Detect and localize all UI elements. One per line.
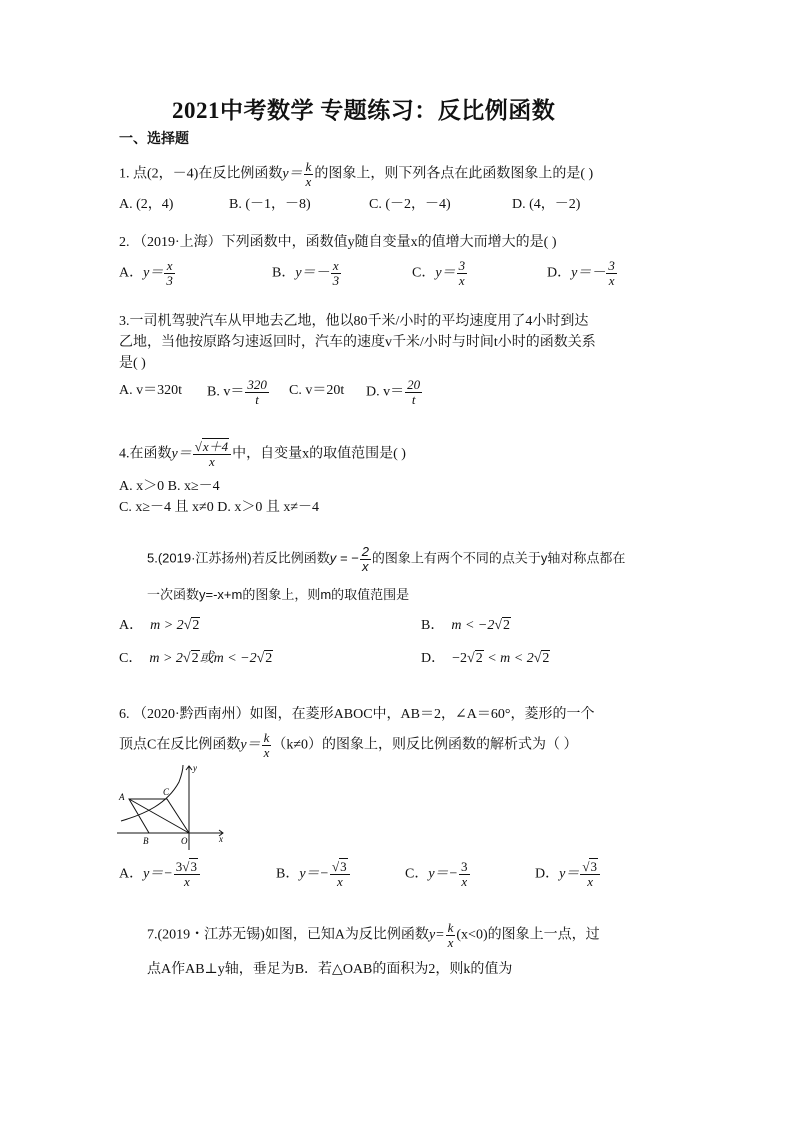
answer-option-c[interactable] (412, 259, 468, 287)
inequality: 或m < −2 (199, 651, 257, 666)
formula-lhs: y＝ (282, 166, 303, 182)
fraction (193, 440, 231, 468)
fraction-numerator: k (447, 920, 454, 935)
question-text: (x<0)的图象上一点，过 (456, 927, 600, 943)
formula-lhs: y＝－ (571, 265, 606, 281)
fraction-numerator: 2 (361, 544, 369, 559)
question-text: （k≠0）的图象上，则反比例函数的解析式为（ ） (272, 737, 578, 753)
question-6-stem (119, 707, 594, 724)
answer-option-d[interactable] (547, 259, 618, 287)
answer-option-c[interactable]: C. v＝20t (289, 383, 345, 398)
option-label: D． (421, 651, 446, 666)
question-1-stem (119, 160, 593, 188)
question-number: 3. (119, 314, 130, 329)
coefficient: 3 (175, 859, 183, 874)
radicand: 2 (503, 618, 511, 633)
answer-option-c[interactable]: C. (－2，－4) (369, 197, 451, 212)
fraction-denominator: x (608, 272, 615, 288)
option-label: C． (119, 651, 143, 666)
radicand: 3 (590, 859, 597, 874)
fraction (330, 860, 350, 888)
question-text: 的图象上有两个不同的点关于y轴对称点都在 (371, 550, 626, 566)
fraction (580, 860, 600, 888)
fraction-numerator: 20 (407, 377, 421, 392)
fraction (331, 259, 342, 287)
answer-option-b[interactable]: B． m < −2√2 (421, 618, 511, 633)
formula-lhs: y= (428, 927, 445, 943)
option-label: A． (119, 265, 144, 281)
question-5-stem (147, 545, 625, 573)
question-number: 5. (147, 550, 158, 566)
question-number: 6. (119, 707, 130, 722)
question-text: 是( ) (119, 356, 146, 371)
fraction-numerator: √x＋4 (193, 440, 231, 455)
fraction-denominator: 3 (166, 272, 173, 288)
radicand: 2 (265, 651, 273, 666)
fraction-denominator: x (336, 873, 343, 889)
question-number: 2. (119, 235, 130, 250)
radicand: 2 (191, 651, 199, 666)
option-label: B． (276, 866, 300, 882)
label-a: A (119, 792, 125, 802)
fraction (606, 259, 617, 287)
option-label: D. v＝ (366, 384, 405, 400)
fraction-denominator: x (209, 453, 215, 469)
answer-option-a[interactable]: A. v＝320t (119, 383, 182, 398)
inequality: m > 2 (149, 651, 183, 666)
fraction-numerator: √3 (330, 860, 350, 875)
fraction-denominator: x (362, 558, 369, 574)
answer-option-d[interactable] (535, 860, 601, 888)
radicand: 2 (542, 651, 550, 666)
question-text: （2020·黔西南州）如图，在菱形ABOC中，AB＝2，∠A＝60°，菱形的一个 (133, 707, 595, 722)
label-b: B (143, 836, 149, 846)
radicand: 2 (475, 651, 483, 666)
formula-lhs: y＝ (435, 265, 456, 281)
option-label: D． (547, 265, 572, 281)
question-number: 7. (147, 927, 158, 943)
question-text: 一次函数y=-x+m的图象上，则m的取值范围是 (147, 587, 410, 602)
formula-lhs: y＝− (428, 866, 459, 882)
answer-option-b[interactable] (207, 378, 270, 406)
label-x: x (219, 834, 223, 844)
fraction (405, 378, 422, 406)
question-number: 1. (119, 166, 130, 182)
question-text (119, 731, 578, 759)
answer-option-d[interactable] (366, 378, 423, 406)
formula-lhs: y＝ (559, 866, 580, 882)
fraction (164, 259, 175, 287)
fraction-denominator: x (587, 873, 594, 889)
radicand: 2 (192, 618, 200, 633)
fraction-denominator: 3 (332, 272, 340, 288)
answer-option-a[interactable]: A． m > 2√2 (119, 618, 200, 633)
radicand: 3 (190, 859, 197, 874)
label-c: C (163, 787, 170, 797)
label-o: O (181, 836, 188, 846)
inequality: −2 (452, 651, 468, 666)
fraction-denominator: x (458, 272, 465, 288)
answer-option-b[interactable]: B. (－1，－8) (229, 197, 311, 212)
fraction-numerator: 3 (461, 859, 468, 874)
answer-option-d[interactable]: D. (4，－2) (512, 197, 581, 212)
formula-lhs: y＝ (143, 265, 164, 281)
answer-option-a[interactable] (119, 259, 176, 287)
fraction-numerator: k (305, 159, 312, 174)
question-text: 顶点C在反比例函数 (119, 737, 241, 753)
fraction (245, 378, 269, 406)
fraction-denominator: t (411, 391, 416, 407)
answer-option-d[interactable]: D． −2√2 < m < 2√2 (421, 651, 550, 666)
section-heading: 一、选择题 (119, 132, 189, 147)
question-3-stem (119, 314, 588, 331)
inequality: < m < 2 (483, 651, 534, 666)
fraction-numerator: k (263, 730, 270, 745)
answer-option-b[interactable] (272, 259, 342, 287)
question-4-stem (119, 440, 406, 468)
formula-lhs: y＝ (171, 446, 192, 462)
answer-options-line[interactable]: C. x≥－4 且 x≠0 D. x＞0 且 x≠－4 (119, 500, 319, 515)
fraction-numerator: √3 (580, 860, 600, 875)
inequality: m < −2 (451, 618, 495, 633)
rhombus-figure (115, 762, 227, 852)
question-text: 在函数 (129, 446, 172, 462)
formula-lhs: y＝− (143, 866, 173, 882)
option-label: B． (272, 265, 296, 281)
fraction-numerator: 3√3 (174, 860, 200, 875)
option-label: A． (119, 866, 144, 882)
fraction (446, 921, 456, 949)
fraction-denominator: t (255, 391, 259, 407)
question-2-stem (119, 235, 557, 252)
question-text: （2019·上海）下列函数中，函数值y随自变量x的值增大而增大的是( ) (133, 235, 557, 250)
question-text: 点A作AB⊥y轴，垂足为B．若△OAB的面积为2，则k的值为 (147, 962, 513, 977)
question-text: 乙地，当他按原路匀速返回时，汽车的速度v千米/小时与时间t小时的函数关系 (119, 335, 596, 350)
radicand: 3 (340, 859, 347, 874)
answer-option-a[interactable] (119, 860, 201, 888)
fraction (360, 545, 371, 573)
question-text: (2019・江苏无锡)如图，已知A为反比例函数 (157, 927, 429, 943)
fraction-denominator: x (305, 173, 312, 189)
fraction (262, 731, 272, 759)
fraction (459, 860, 470, 888)
question-text: 的图象上，则下列各点在此函数图象上的是( ) (314, 166, 594, 182)
option-label: C． (412, 265, 436, 281)
question-text: 一司机驾驶汽车从甲地去乙地，他以80千米/小时的平均速度用了4小时到达 (129, 314, 589, 329)
option-label: B. v＝ (207, 384, 245, 400)
page-title: 2021中考数学 专题练习：反比例函数 (172, 98, 556, 123)
question-text: (2019·江苏扬州)若反比例函数 (157, 550, 330, 566)
fraction-numerator: 320 (247, 377, 267, 392)
option-label: B． (421, 618, 445, 633)
question-text: 中，自变量x的取值范围是( ) (232, 446, 406, 462)
formula-lhs: y＝ (240, 737, 261, 753)
answer-option-b[interactable] (276, 860, 351, 888)
question-number: 4. (119, 446, 130, 462)
label-y: y (193, 763, 197, 773)
fraction-numerator: 3 (458, 258, 466, 273)
fraction-denominator: x (263, 744, 270, 760)
fraction-numerator: 3 (608, 258, 615, 273)
fraction-numerator: x (164, 259, 175, 274)
inequality: m > 2 (150, 618, 184, 633)
formula-lhs: y＝－ (295, 265, 330, 281)
fraction-numerator: x (331, 259, 342, 274)
answer-options-line[interactable]: A. x＞0 B. x≥－4 (119, 479, 220, 494)
formula-lhs: y = − (329, 550, 359, 566)
fraction (457, 259, 468, 287)
option-label: A． (119, 618, 144, 633)
formula-lhs: y＝− (299, 866, 330, 882)
answer-option-c[interactable]: C． m > 2√2或m < −2√2 (119, 651, 273, 666)
fraction-denominator: x (447, 934, 454, 950)
question-7-stem (147, 921, 600, 949)
radicand: x＋4 (202, 439, 229, 454)
answer-option-a[interactable]: A. (2，4) (119, 197, 174, 212)
fraction-denominator: x (183, 873, 190, 889)
option-label: C． (405, 866, 429, 882)
fraction-denominator: x (461, 873, 468, 889)
answer-option-c[interactable] (405, 860, 471, 888)
fraction (304, 160, 314, 188)
question-text: 点(2，－4)在反比例函数 (133, 166, 283, 182)
fraction (174, 860, 200, 888)
option-label: D． (535, 866, 560, 882)
